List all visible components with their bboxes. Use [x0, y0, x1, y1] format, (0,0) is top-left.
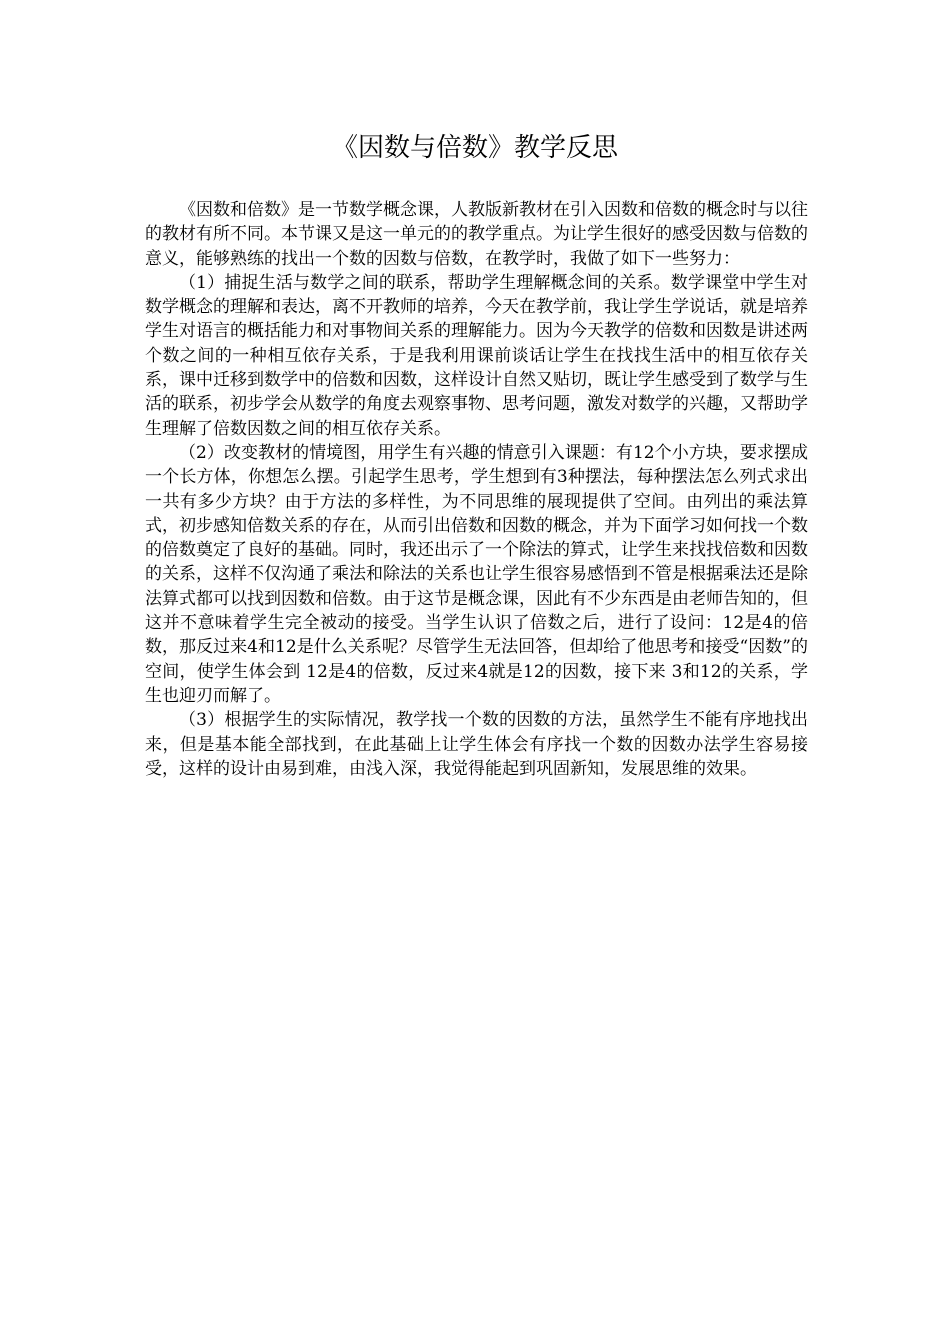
- paragraph-point-3: （3）根据学生的实际情况，教学找一个数的因数的方法，虽然学生不能有序地找出来，但是基本能全部找到，在此基础上让学生体会有序找一个数的因数办法学生容易接受，这样的设计由易到难，由浅入深，我觉得能起到巩固新知，发展思维的效果。: [145, 710, 808, 779]
- paragraph-intro: 《因数和倍数》是一节数学概念课，人教版新教材在引入因数和倍数的概念时与以往的教材有所不同。本节课又是这一单元的的教学重点。为让学生很好的感受因数与倍数的意义，能够熟练的找出一个数的因数与倍数，在教学时，我做了如下一些努力：: [145, 200, 808, 269]
- document-body: [145, 198, 808, 781]
- document-title: 《因数与倍数》教学反思: [331, 133, 618, 163]
- paragraph-point-1: （1）捕捉生活与数学之间的联系，帮助学生理解概念间的关系。数学课堂中学生对数学概念的理解和表达，离不开教师的培养，今天在教学前，我让学生学说话，就是培养学生对语言的概括能力和对事物间关系的理解能力。因为今天教学的倍数和因数是讲述两个数之间的一种相互依存关系，于是我利用课前谈话让学生在找找生活中的相互依存关系，课中迁移到数学中的倍数和因数，这样设计自然又贴切，既让学生感受到了数学与生活的联系，初步学会从数学的角度去观察事物、思考问题，激发对数学的兴趣，又帮助学生理解了倍数因数之间的相互依存关系。: [145, 272, 808, 439]
- paragraph-point-2: （2）改变教材的情境图，用学生有兴趣的情意引入课题：有12个小方块，要求摆成一个长方体，你想怎么摆。引起学生思考，学生想到有3种摆法，每种摆法怎么列式求出一共有多少方块？由于方法的多样性，为不同思维的展现提供了空间。由列出的乘法算式，初步感知倍数关系的存在，从而引出倍数和因数的概念，并为下面学习如何找一个数的倍数奠定了良好的基础。同时，我还出示了一个除法的算式，让学生来找找倍数和因数的关系，这样不仅沟通了乘法和除法的关系也让学生很容易感悟到不管是根据乘法还是除法算式都可以找到因数和倍数。由于这节是概念课，因此有不少东西是由老师告知的，但这并不意味着学生完全被动的接受。当学生认识了倍数之后，进行了设问：12是4的倍数，那反过来4和12是什么关系呢？尽管学生无法回答，但却给了他思考和接受“因数”的空间，使学生体会到 12是4的倍数，反过来4就是12的因数，接下来 3和12的关系，学生也迎刃而解了。: [145, 442, 808, 706]
